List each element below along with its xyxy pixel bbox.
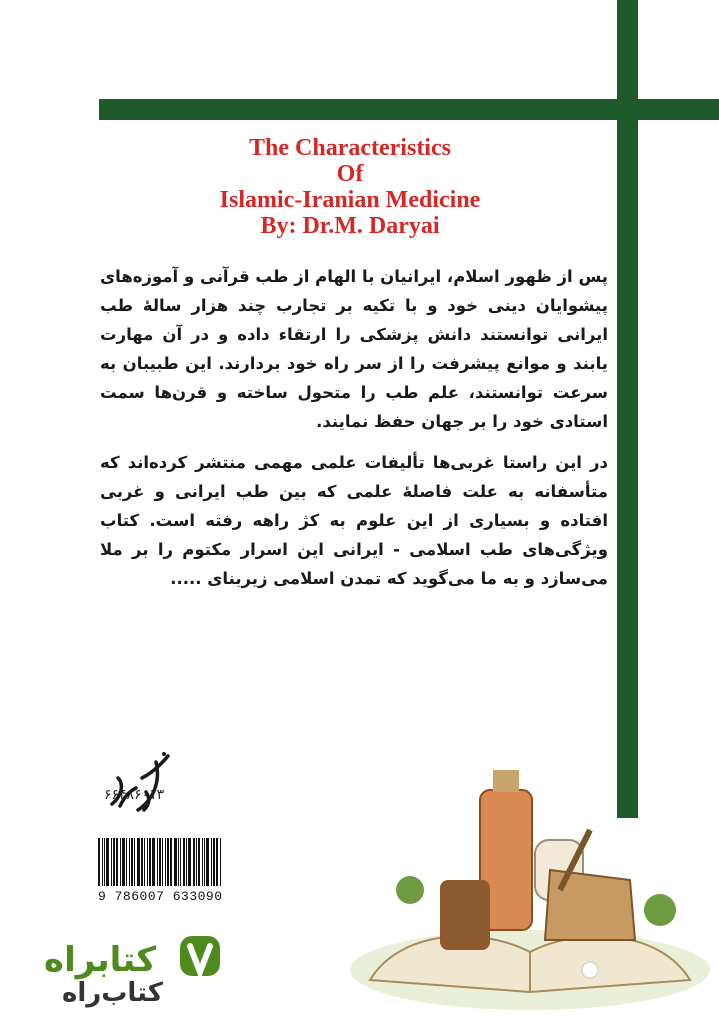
barcode-bar [131,838,133,886]
ketabrah-logo [0,918,230,1024]
barcode-bar [196,838,197,886]
barcode-bar [113,838,115,886]
barcode-bar [178,838,179,886]
barcode-bar [180,838,181,886]
barcode-bar [137,838,140,886]
barcode-bar [98,838,100,886]
barcode-bar [106,838,109,886]
barcode-bar [152,838,155,886]
barcode-bar [134,838,135,886]
synopsis-text [100,262,608,593]
green-cross-horizontal-bar [99,99,719,120]
barcode-bar [129,838,130,886]
barcode-bar [149,838,151,886]
logo-book-icon [178,932,222,982]
barcode-bar [206,838,209,886]
barcode-bar [167,838,169,886]
green-cross-vertical-bar [617,0,638,818]
barcode-bar [122,838,125,886]
barcode-digits: 9 786007 633090 [98,889,223,904]
logo-main-text: کتابراه [44,940,157,980]
barcode-bars [98,838,238,886]
barcode-bar [104,838,105,886]
barcode-bar [102,838,103,886]
book-title-block [150,135,550,239]
barcode-bar [170,838,172,886]
barcode-bar [183,838,185,886]
barcode-bar [174,838,177,886]
synopsis-paragraph-1: پس از ظهور اسلام، ایرانیان با الهام از طب قرآنی و آموزه‌های پیشوایان دینی خود و با تکیه بر تجارب چند هزار سالهٔ طب ایرانی توانستند دانش پزشکی را ارتقاء داده و در آن مهارت یابند و موانع پیشرفت را از سر راه خود بردارند. این طبیبان به سرعت توانستند، علم طب را متحول ساخته و قرن‌ها سمت استادی خود را بر جهان حفظ نمایند. [100,267,608,431]
publisher-phone: ۶۶۴۸۶۰۱۳ [104,787,165,803]
barcode-bar [116,838,118,886]
barcode-bar [144,838,145,886]
publisher-signature-logo [98,748,178,820]
barcode-bar [186,838,187,886]
barcode-bar [213,838,215,886]
title-line-3: Islamic-Iranian Medicine [219,187,481,213]
barcode-bar [141,838,143,886]
title-line-4-author: By: Dr.M. Daryai [260,213,440,239]
synopsis-paragraph-2: در این راستا غربی‌ها تألیفات علمی مهمی منتشر کرده‌اند که متأسفانه به علت فاصلهٔ علمی که بین طب ایرانی و غربی افتاده و بسیاری از این علوم به کژ راهه رفته است. کتاب ویژگی‌های طب اسلامی - ایرانی این اسرار مکتوم را بر ملا می‌سازد و به ما می‌گوید که تمدن اسلامی زیربنای ..... [100,453,608,588]
barcode-bar [220,838,221,886]
title-line-2: Of [336,161,364,187]
barcode-bar [157,838,158,886]
barcode-bar [120,838,121,886]
barcode-bar [126,838,127,886]
isbn-barcode [98,838,238,908]
barcode-bar [202,838,203,886]
barcode-bar [198,838,200,886]
barcode-bar [211,838,212,886]
barcode-bar [111,838,112,886]
barcode-bar [188,838,191,886]
barcode-bar [193,838,195,886]
barcode-bar [204,838,205,886]
barcode-bar [147,838,148,886]
barcode-bar [159,838,161,886]
barcode-bar [162,838,163,886]
title-line-1: The Characteristics [249,135,451,161]
barcode-bar [216,838,218,886]
barcode-bar [165,838,166,886]
medicine-bottles-and-book-illustration [330,730,719,1024]
logo-sub-text: کتاب‌راه [62,978,163,1008]
